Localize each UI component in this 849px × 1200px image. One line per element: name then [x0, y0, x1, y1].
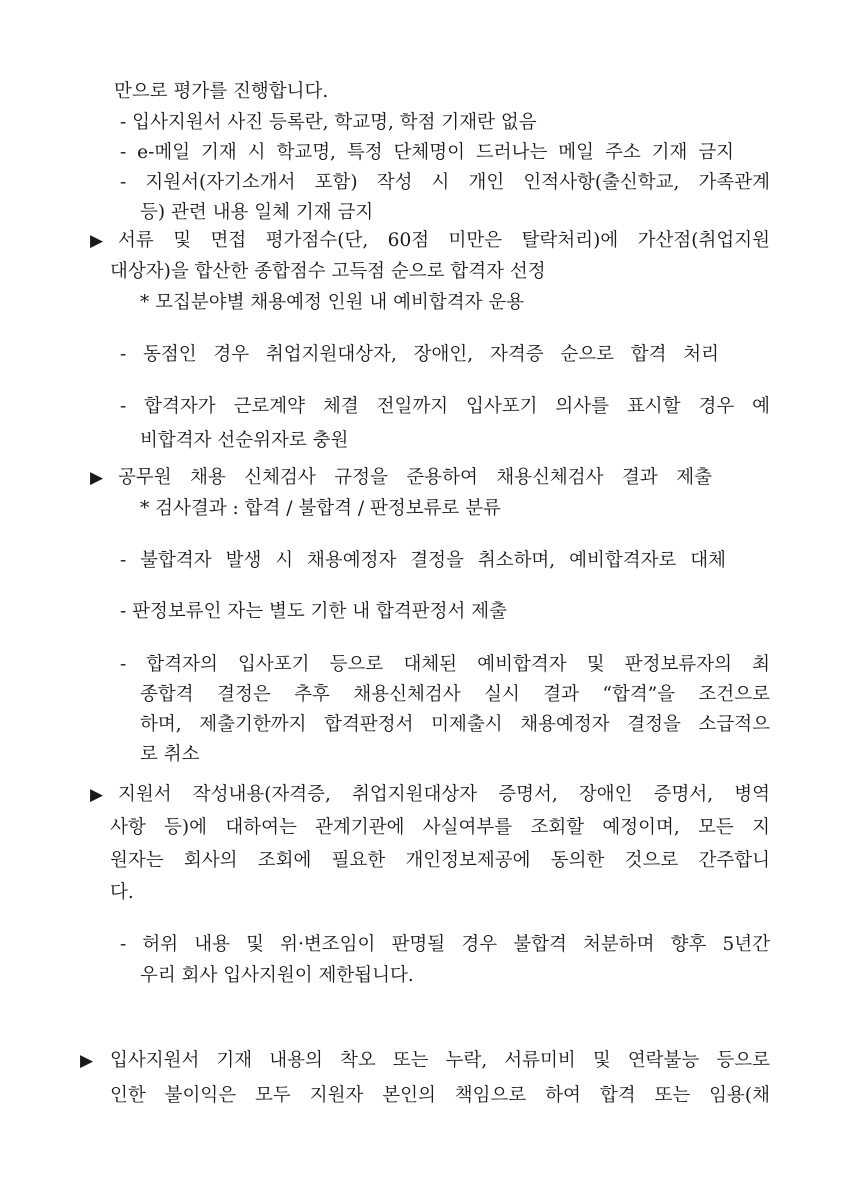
text-line: 우리 회사 입사지원이 제한됩니다.: [140, 965, 414, 986]
text-line: 등) 관련 내용 일체 기재 금지: [140, 202, 374, 223]
text-line: - e-메일 기재 시 학교명, 특정 단체명이 드러나는 메일 주소 기재 금지: [120, 142, 734, 163]
text-line: 입사지원서 기재 내용의 착오 또는 누락, 서류미비 및 연락불능 등으로: [110, 1050, 770, 1071]
text-line: 종합격 결정은 추후 채용신체검사 실시 결과 “합격”을 조건으로: [140, 684, 770, 705]
text-line: * 검사결과 : 합격 / 불합격 / 판정보류로 분류: [140, 498, 501, 519]
text-line: - 판정보류인 자는 별도 기한 내 합격판정서 제출: [120, 601, 507, 622]
text-line: - 지원서(자기소개서 포함) 작성 시 개인 인적사항(출신학교, 가족관계: [120, 172, 770, 193]
text-line: 지원서 작성내용(자격증, 취업지원대상자 증명서, 장애인 증명서, 병역: [118, 784, 770, 805]
text-line: - 동점인 경우 취업지원대상자, 장애인, 자격증 순으로 합격 처리: [120, 344, 719, 365]
text-line: 하며, 제출기한까지 합격판정서 미제출시 채용예정자 결정을 소급적으: [140, 714, 770, 735]
bullet-marker-4: ▶: [80, 1051, 94, 1071]
text-line: 다.: [110, 882, 134, 903]
text-line: 원자는 회사의 조회에 필요한 개인정보제공에 동의한 것으로 간주합니: [110, 850, 770, 871]
bullet-marker-3: ▶: [90, 785, 104, 805]
text-line: * 모집분야별 채용예정 인원 내 예비합격자 운용: [140, 292, 525, 313]
text-line: 만으로 평가를 진행합니다.: [114, 81, 329, 102]
bullet-marker-2: ▶: [90, 468, 104, 488]
text-line: 로 취소: [140, 744, 200, 765]
text-line: - 입사지원서 사진 등록란, 학교명, 학점 기재란 없음: [120, 112, 537, 133]
text-line: 공무원 채용 신체검사 규정을 준용하여 채용신체검사 결과 제출: [118, 467, 712, 488]
text-line: 인한 불이익은 모두 지원자 본인의 책임으로 하여 합격 또는 임용(채: [110, 1085, 770, 1106]
text-line: - 합격자의 입사포기 등으로 대체된 예비합격자 및 판정보류자의 최: [120, 654, 770, 675]
bullet-marker-1: ▶: [90, 231, 104, 251]
text-line: - 허위 내용 및 위·변조임이 판명될 경우 불합격 처분하며 향후 5년간: [120, 934, 770, 955]
text-line: - 합격자가 근로계약 체결 전일까지 입사포기 의사를 표시할 경우 예: [120, 396, 770, 417]
text-line: 비합격자 선순위자로 충원: [140, 430, 349, 451]
text-line: 대상자)을 합산한 종합점수 고득점 순으로 합격자 선정: [110, 261, 546, 282]
text-line: - 불합격자 발생 시 채용예정자 결정을 취소하며, 예비합격자로 대체: [120, 550, 726, 571]
text-line: 서류 및 면접 평가점수(단, 60점 미만은 탈락처리)에 가산점(취업지원: [118, 230, 770, 251]
text-line: 사항 등)에 대하여는 관계기관에 사실여부를 조회할 예정이며, 모든 지: [110, 817, 770, 838]
